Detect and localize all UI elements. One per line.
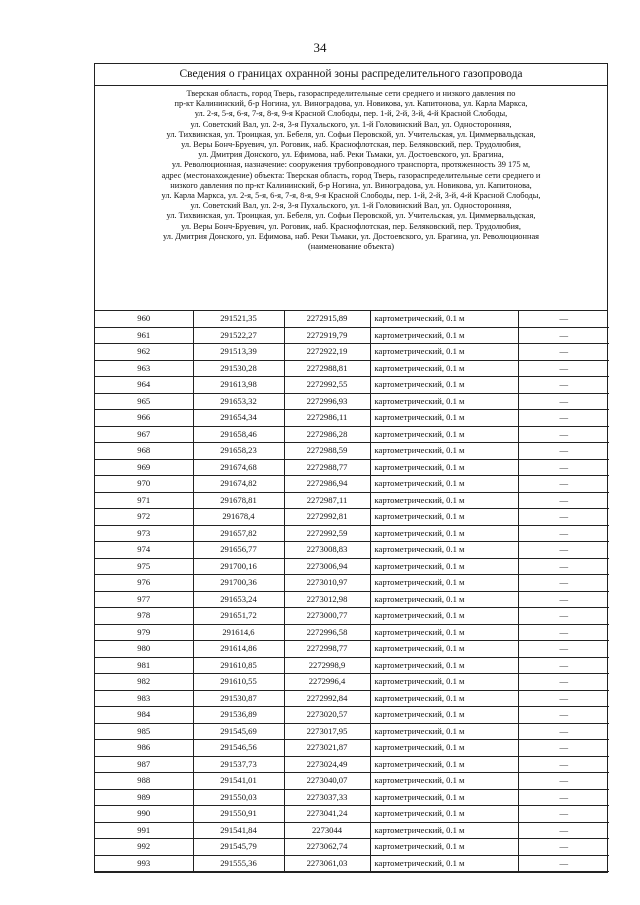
- point-number-cell: 961: [95, 327, 193, 344]
- description-cell: —: [518, 410, 609, 427]
- method-cell: картометрический, 0.1 м: [370, 773, 518, 790]
- description-cell: —: [518, 674, 609, 691]
- point-number-cell: 990: [95, 806, 193, 823]
- point-number-cell: 986: [95, 740, 193, 757]
- table-row: [95, 822, 609, 839]
- y-coordinate-cell: 2272992,84: [284, 690, 370, 707]
- y-coordinate-cell: 2273020,57: [284, 707, 370, 724]
- method-cell: картометрический, 0.1 м: [370, 657, 518, 674]
- coordinates-table: [95, 311, 609, 872]
- description-cell: —: [518, 393, 609, 410]
- y-coordinate-cell: 2272986,28: [284, 426, 370, 443]
- x-coordinate-cell: 291546,56: [193, 740, 284, 757]
- point-number-cell: 982: [95, 674, 193, 691]
- description-cell: —: [518, 542, 609, 559]
- boundary-document: [94, 63, 608, 873]
- table-row: [95, 509, 609, 526]
- description-cell: —: [518, 806, 609, 823]
- point-number-cell: 960: [95, 311, 193, 327]
- y-coordinate-cell: 2272992,81: [284, 509, 370, 526]
- y-coordinate-cell: 2272992,59: [284, 525, 370, 542]
- y-coordinate-cell: 2273006,94: [284, 558, 370, 575]
- table-row: [95, 360, 609, 377]
- description-line: ул. Советский Вал, ул. 2-я, 3-я Пухальского, ул. 1-й Головинский Вал, ул. Односторонняя,: [190, 201, 512, 211]
- table-row: [95, 641, 609, 658]
- description-cell: —: [518, 740, 609, 757]
- method-cell: картометрический, 0.1 м: [370, 443, 518, 460]
- document-title: Сведения о границах охранной зоны распределительного газопровода: [95, 64, 607, 86]
- description-cell: —: [518, 360, 609, 377]
- method-cell: картометрический, 0.1 м: [370, 789, 518, 806]
- description-cell: —: [518, 426, 609, 443]
- method-cell: картометрический, 0.1 м: [370, 410, 518, 427]
- point-number-cell: 965: [95, 393, 193, 410]
- y-coordinate-cell: 2272992,55: [284, 377, 370, 394]
- x-coordinate-cell: 291674,68: [193, 459, 284, 476]
- x-coordinate-cell: 291657,82: [193, 525, 284, 542]
- description-cell: —: [518, 624, 609, 641]
- x-coordinate-cell: 291541,01: [193, 773, 284, 790]
- table-row: [95, 591, 609, 608]
- y-coordinate-cell: 2272915,89: [284, 311, 370, 327]
- y-coordinate-cell: 2273021,87: [284, 740, 370, 757]
- x-coordinate-cell: 291653,24: [193, 591, 284, 608]
- table-row: [95, 789, 609, 806]
- table-row: [95, 723, 609, 740]
- method-cell: картометрический, 0.1 м: [370, 740, 518, 757]
- x-coordinate-cell: 291651,72: [193, 608, 284, 625]
- x-coordinate-cell: 291550,03: [193, 789, 284, 806]
- point-number-cell: 976: [95, 575, 193, 592]
- method-cell: картометрический, 0.1 м: [370, 459, 518, 476]
- x-coordinate-cell: 291541,84: [193, 822, 284, 839]
- y-coordinate-cell: 2273041,24: [284, 806, 370, 823]
- point-number-cell: 980: [95, 641, 193, 658]
- table-row: [95, 459, 609, 476]
- method-cell: картометрический, 0.1 м: [370, 608, 518, 625]
- point-number-cell: 963: [95, 360, 193, 377]
- method-cell: картометрический, 0.1 м: [370, 806, 518, 823]
- method-cell: картометрический, 0.1 м: [370, 509, 518, 526]
- x-coordinate-cell: 291545,79: [193, 839, 284, 856]
- description-line: ул. Тихвинская, ул. Троицкая, ул. Бебеля, ул. Софьи Перовской, ул. Учительская, ул. Циммервальдская,: [166, 129, 536, 139]
- description-cell: —: [518, 311, 609, 327]
- point-number-cell: 969: [95, 459, 193, 476]
- description-cell: —: [518, 608, 609, 625]
- y-coordinate-cell: 2272996,58: [284, 624, 370, 641]
- x-coordinate-cell: 291513,39: [193, 344, 284, 361]
- method-cell: картометрический, 0.1 м: [370, 344, 518, 361]
- y-coordinate-cell: 2272988,81: [284, 360, 370, 377]
- point-number-cell: 988: [95, 773, 193, 790]
- x-coordinate-cell: 291545,69: [193, 723, 284, 740]
- description-cell: —: [518, 723, 609, 740]
- point-number-cell: 974: [95, 542, 193, 559]
- description-cell: —: [518, 459, 609, 476]
- table-row: [95, 674, 609, 691]
- description-line: адрес (местонахождение) объекта: Тверская область, город Тверь, газораспределительные сети среднего и: [161, 170, 541, 180]
- description-line: Тверская область, город Тверь, газораспределительные сети среднего и низкого давления по: [186, 89, 516, 98]
- y-coordinate-cell: 2272922,19: [284, 344, 370, 361]
- y-coordinate-cell: 2273008,83: [284, 542, 370, 559]
- object-description: [95, 86, 607, 311]
- point-number-cell: 989: [95, 789, 193, 806]
- table-row: [95, 377, 609, 394]
- x-coordinate-cell: 291700,36: [193, 575, 284, 592]
- description-cell: —: [518, 327, 609, 344]
- method-cell: картометрический, 0.1 м: [370, 360, 518, 377]
- description-cell: —: [518, 690, 609, 707]
- table-row: [95, 657, 609, 674]
- y-coordinate-cell: 2273017,95: [284, 723, 370, 740]
- x-coordinate-cell: 291530,87: [193, 690, 284, 707]
- method-cell: картометрический, 0.1 м: [370, 525, 518, 542]
- method-cell: картометрический, 0.1 м: [370, 641, 518, 658]
- point-number-cell: 979: [95, 624, 193, 641]
- description-cell: —: [518, 476, 609, 493]
- description-cell: —: [518, 509, 609, 526]
- table-row: [95, 476, 609, 493]
- method-cell: картометрический, 0.1 м: [370, 591, 518, 608]
- x-coordinate-cell: 291522,27: [193, 327, 284, 344]
- x-coordinate-cell: 291613,98: [193, 377, 284, 394]
- table-row: [95, 575, 609, 592]
- point-number-cell: 985: [95, 723, 193, 740]
- method-cell: картометрический, 0.1 м: [370, 426, 518, 443]
- x-coordinate-cell: 291610,85: [193, 657, 284, 674]
- point-number-cell: 971: [95, 492, 193, 509]
- table-row: [95, 707, 609, 724]
- table-row: [95, 558, 609, 575]
- description-cell: —: [518, 707, 609, 724]
- x-coordinate-cell: 291610,55: [193, 674, 284, 691]
- description-line: ул. Веры Бонч-Бруевич, ул. Роговик, наб. Краснофлотская, пер. Беляковский, пер. Трудолюбия,: [181, 140, 521, 150]
- method-cell: картометрический, 0.1 м: [370, 756, 518, 773]
- table-row: [95, 525, 609, 542]
- x-coordinate-cell: 291658,46: [193, 426, 284, 443]
- description-cell: —: [518, 344, 609, 361]
- y-coordinate-cell: 2273024,49: [284, 756, 370, 773]
- point-number-cell: 992: [95, 839, 193, 856]
- table-row: [95, 426, 609, 443]
- method-cell: картометрический, 0.1 м: [370, 674, 518, 691]
- page-number: 34: [313, 40, 327, 55]
- description-cell: —: [518, 443, 609, 460]
- description-cell: —: [518, 822, 609, 839]
- description-line: ул. 2-я, 5-я, 6-я, 7-я, 8-я, 9-я Красной Слободы, пер. 1-й, 2-й, 3-й, 4-й Красной Слободы,: [194, 109, 508, 119]
- x-coordinate-cell: 291678,81: [193, 492, 284, 509]
- description-line: ул. Дмитрия Донского, ул. Ефимова, наб. Реки Тьмаки, ул. Достоевского, ул. Брагина, ул. Революционная: [162, 231, 540, 241]
- x-coordinate-cell: 291653,32: [193, 393, 284, 410]
- method-cell: картометрический, 0.1 м: [370, 822, 518, 839]
- description-cell: —: [518, 591, 609, 608]
- description-cell: —: [518, 492, 609, 509]
- method-cell: картометрический, 0.1 м: [370, 690, 518, 707]
- description-line: ул. Советский Вал, ул. 2-я, 3-я Пухальского, ул. 1-й Головинский Вал, ул. Односторонняя,: [190, 119, 512, 129]
- y-coordinate-cell: 2272998,77: [284, 641, 370, 658]
- table-row: [95, 690, 609, 707]
- table-row: [95, 740, 609, 757]
- table-row: [95, 624, 609, 641]
- method-cell: картометрический, 0.1 м: [370, 377, 518, 394]
- table-row: [95, 855, 609, 872]
- method-cell: картометрический, 0.1 м: [370, 624, 518, 641]
- y-coordinate-cell: 2272986,94: [284, 476, 370, 493]
- y-coordinate-cell: 2272987,11: [284, 492, 370, 509]
- x-coordinate-cell: 291700,16: [193, 558, 284, 575]
- description-cell: —: [518, 855, 609, 872]
- y-coordinate-cell: 2272996,93: [284, 393, 370, 410]
- y-coordinate-cell: 2273040,07: [284, 773, 370, 790]
- table-row: [95, 839, 609, 856]
- point-number-cell: 991: [95, 822, 193, 839]
- point-number-cell: 987: [95, 756, 193, 773]
- y-coordinate-cell: 2272996,4: [284, 674, 370, 691]
- y-coordinate-cell: 2273062,74: [284, 839, 370, 856]
- description-line: (наименование объекта): [307, 242, 394, 252]
- y-coordinate-cell: 2272988,59: [284, 443, 370, 460]
- point-number-cell: 972: [95, 509, 193, 526]
- description-cell: —: [518, 657, 609, 674]
- point-number-cell: 983: [95, 690, 193, 707]
- description-cell: —: [518, 756, 609, 773]
- x-coordinate-cell: 291555,36: [193, 855, 284, 872]
- y-coordinate-cell: 2273012,98: [284, 591, 370, 608]
- x-coordinate-cell: 291614,86: [193, 641, 284, 658]
- table-row: [95, 773, 609, 790]
- point-number-cell: 964: [95, 377, 193, 394]
- description-line: ул. Революционная, назначение: сооружения трубопроводного транспорта, протяженность 39 175 м,: [171, 160, 531, 170]
- point-number-cell: 981: [95, 657, 193, 674]
- description-line: ул. Тихвинская, ул. Троицкая, ул. Бебеля, ул. Софьи Перовской, ул. Учительская, ул. Циммервальдская,: [166, 211, 536, 221]
- description-line: пр-кт Калининский, б-р Ногина, ул. Виноградова, ул. Новикова, ул. Капитонова, ул. Карла Маркса,: [174, 99, 528, 109]
- description-cell: —: [518, 558, 609, 575]
- x-coordinate-cell: 291521,35: [193, 311, 284, 327]
- method-cell: картометрический, 0.1 м: [370, 558, 518, 575]
- method-cell: картометрический, 0.1 м: [370, 855, 518, 872]
- table-row: [95, 344, 609, 361]
- method-cell: картометрический, 0.1 м: [370, 327, 518, 344]
- y-coordinate-cell: 2272919,79: [284, 327, 370, 344]
- y-coordinate-cell: 2272988,77: [284, 459, 370, 476]
- description-cell: —: [518, 789, 609, 806]
- x-coordinate-cell: 291654,34: [193, 410, 284, 427]
- description-cell: —: [518, 773, 609, 790]
- point-number-cell: 975: [95, 558, 193, 575]
- table-row: [95, 542, 609, 559]
- table-row: [95, 327, 609, 344]
- y-coordinate-cell: 2272986,11: [284, 410, 370, 427]
- description-line: ул. Дмитрия Донского, ул. Ефимова, наб. Реки Тьмаки, ул. Достоевского, ул. Брагина,: [198, 150, 504, 160]
- y-coordinate-cell: 2273000,77: [284, 608, 370, 625]
- description-cell: —: [518, 575, 609, 592]
- table-row: [95, 608, 609, 625]
- description-line: низкого давления по пр-кт Калининский, б-р Ногина, ул. Виноградова, ул. Новикова, ул. Капитонова,: [170, 180, 532, 190]
- x-coordinate-cell: 291537,73: [193, 756, 284, 773]
- x-coordinate-cell: 291656,77: [193, 542, 284, 559]
- method-cell: картометрический, 0.1 м: [370, 492, 518, 509]
- point-number-cell: 977: [95, 591, 193, 608]
- x-coordinate-cell: 291536,89: [193, 707, 284, 724]
- table-row: [95, 492, 609, 509]
- table-row: [95, 756, 609, 773]
- method-cell: картометрический, 0.1 м: [370, 707, 518, 724]
- point-number-cell: 968: [95, 443, 193, 460]
- point-number-cell: 984: [95, 707, 193, 724]
- description-cell: —: [518, 525, 609, 542]
- method-cell: картометрический, 0.1 м: [370, 476, 518, 493]
- point-number-cell: 970: [95, 476, 193, 493]
- point-number-cell: 993: [95, 855, 193, 872]
- table-row: [95, 311, 609, 327]
- y-coordinate-cell: 2273044: [284, 822, 370, 839]
- point-number-cell: 962: [95, 344, 193, 361]
- table-row: [95, 806, 609, 823]
- method-cell: картометрический, 0.1 м: [370, 393, 518, 410]
- y-coordinate-cell: 2272998,9: [284, 657, 370, 674]
- description-cell: —: [518, 839, 609, 856]
- point-number-cell: 978: [95, 608, 193, 625]
- method-cell: картометрический, 0.1 м: [370, 723, 518, 740]
- description-cell: —: [518, 377, 609, 394]
- point-number-cell: 973: [95, 525, 193, 542]
- description-line: ул. Карла Маркса, ул. 2-я, 5-я, 6-я, 7-я, 8-я, 9-я Красной Слободы, пер. 1-й, 2-й, 3-й, 4-й Красной Слободы,: [161, 191, 541, 201]
- method-cell: картометрический, 0.1 м: [370, 311, 518, 327]
- x-coordinate-cell: 291614,6: [193, 624, 284, 641]
- description-line: ул. Веры Бонч-Бруевич, ул. Роговик, наб. Краснофлотская, пер. Беляковский, пер. Трудолюбия,: [181, 221, 521, 231]
- point-number-cell: 966: [95, 410, 193, 427]
- x-coordinate-cell: 291658,23: [193, 443, 284, 460]
- method-cell: картометрический, 0.1 м: [370, 542, 518, 559]
- x-coordinate-cell: 291550,91: [193, 806, 284, 823]
- y-coordinate-cell: 2273037,33: [284, 789, 370, 806]
- x-coordinate-cell: 291674,82: [193, 476, 284, 493]
- y-coordinate-cell: 2273061,03: [284, 855, 370, 872]
- y-coordinate-cell: 2273010,97: [284, 575, 370, 592]
- method-cell: картометрический, 0.1 м: [370, 575, 518, 592]
- table-row: [95, 393, 609, 410]
- table-row: [95, 410, 609, 427]
- table-row: [95, 443, 609, 460]
- method-cell: картометрический, 0.1 м: [370, 839, 518, 856]
- x-coordinate-cell: 291530,28: [193, 360, 284, 377]
- x-coordinate-cell: 291678,4: [193, 509, 284, 526]
- point-number-cell: 967: [95, 426, 193, 443]
- description-cell: —: [518, 641, 609, 658]
